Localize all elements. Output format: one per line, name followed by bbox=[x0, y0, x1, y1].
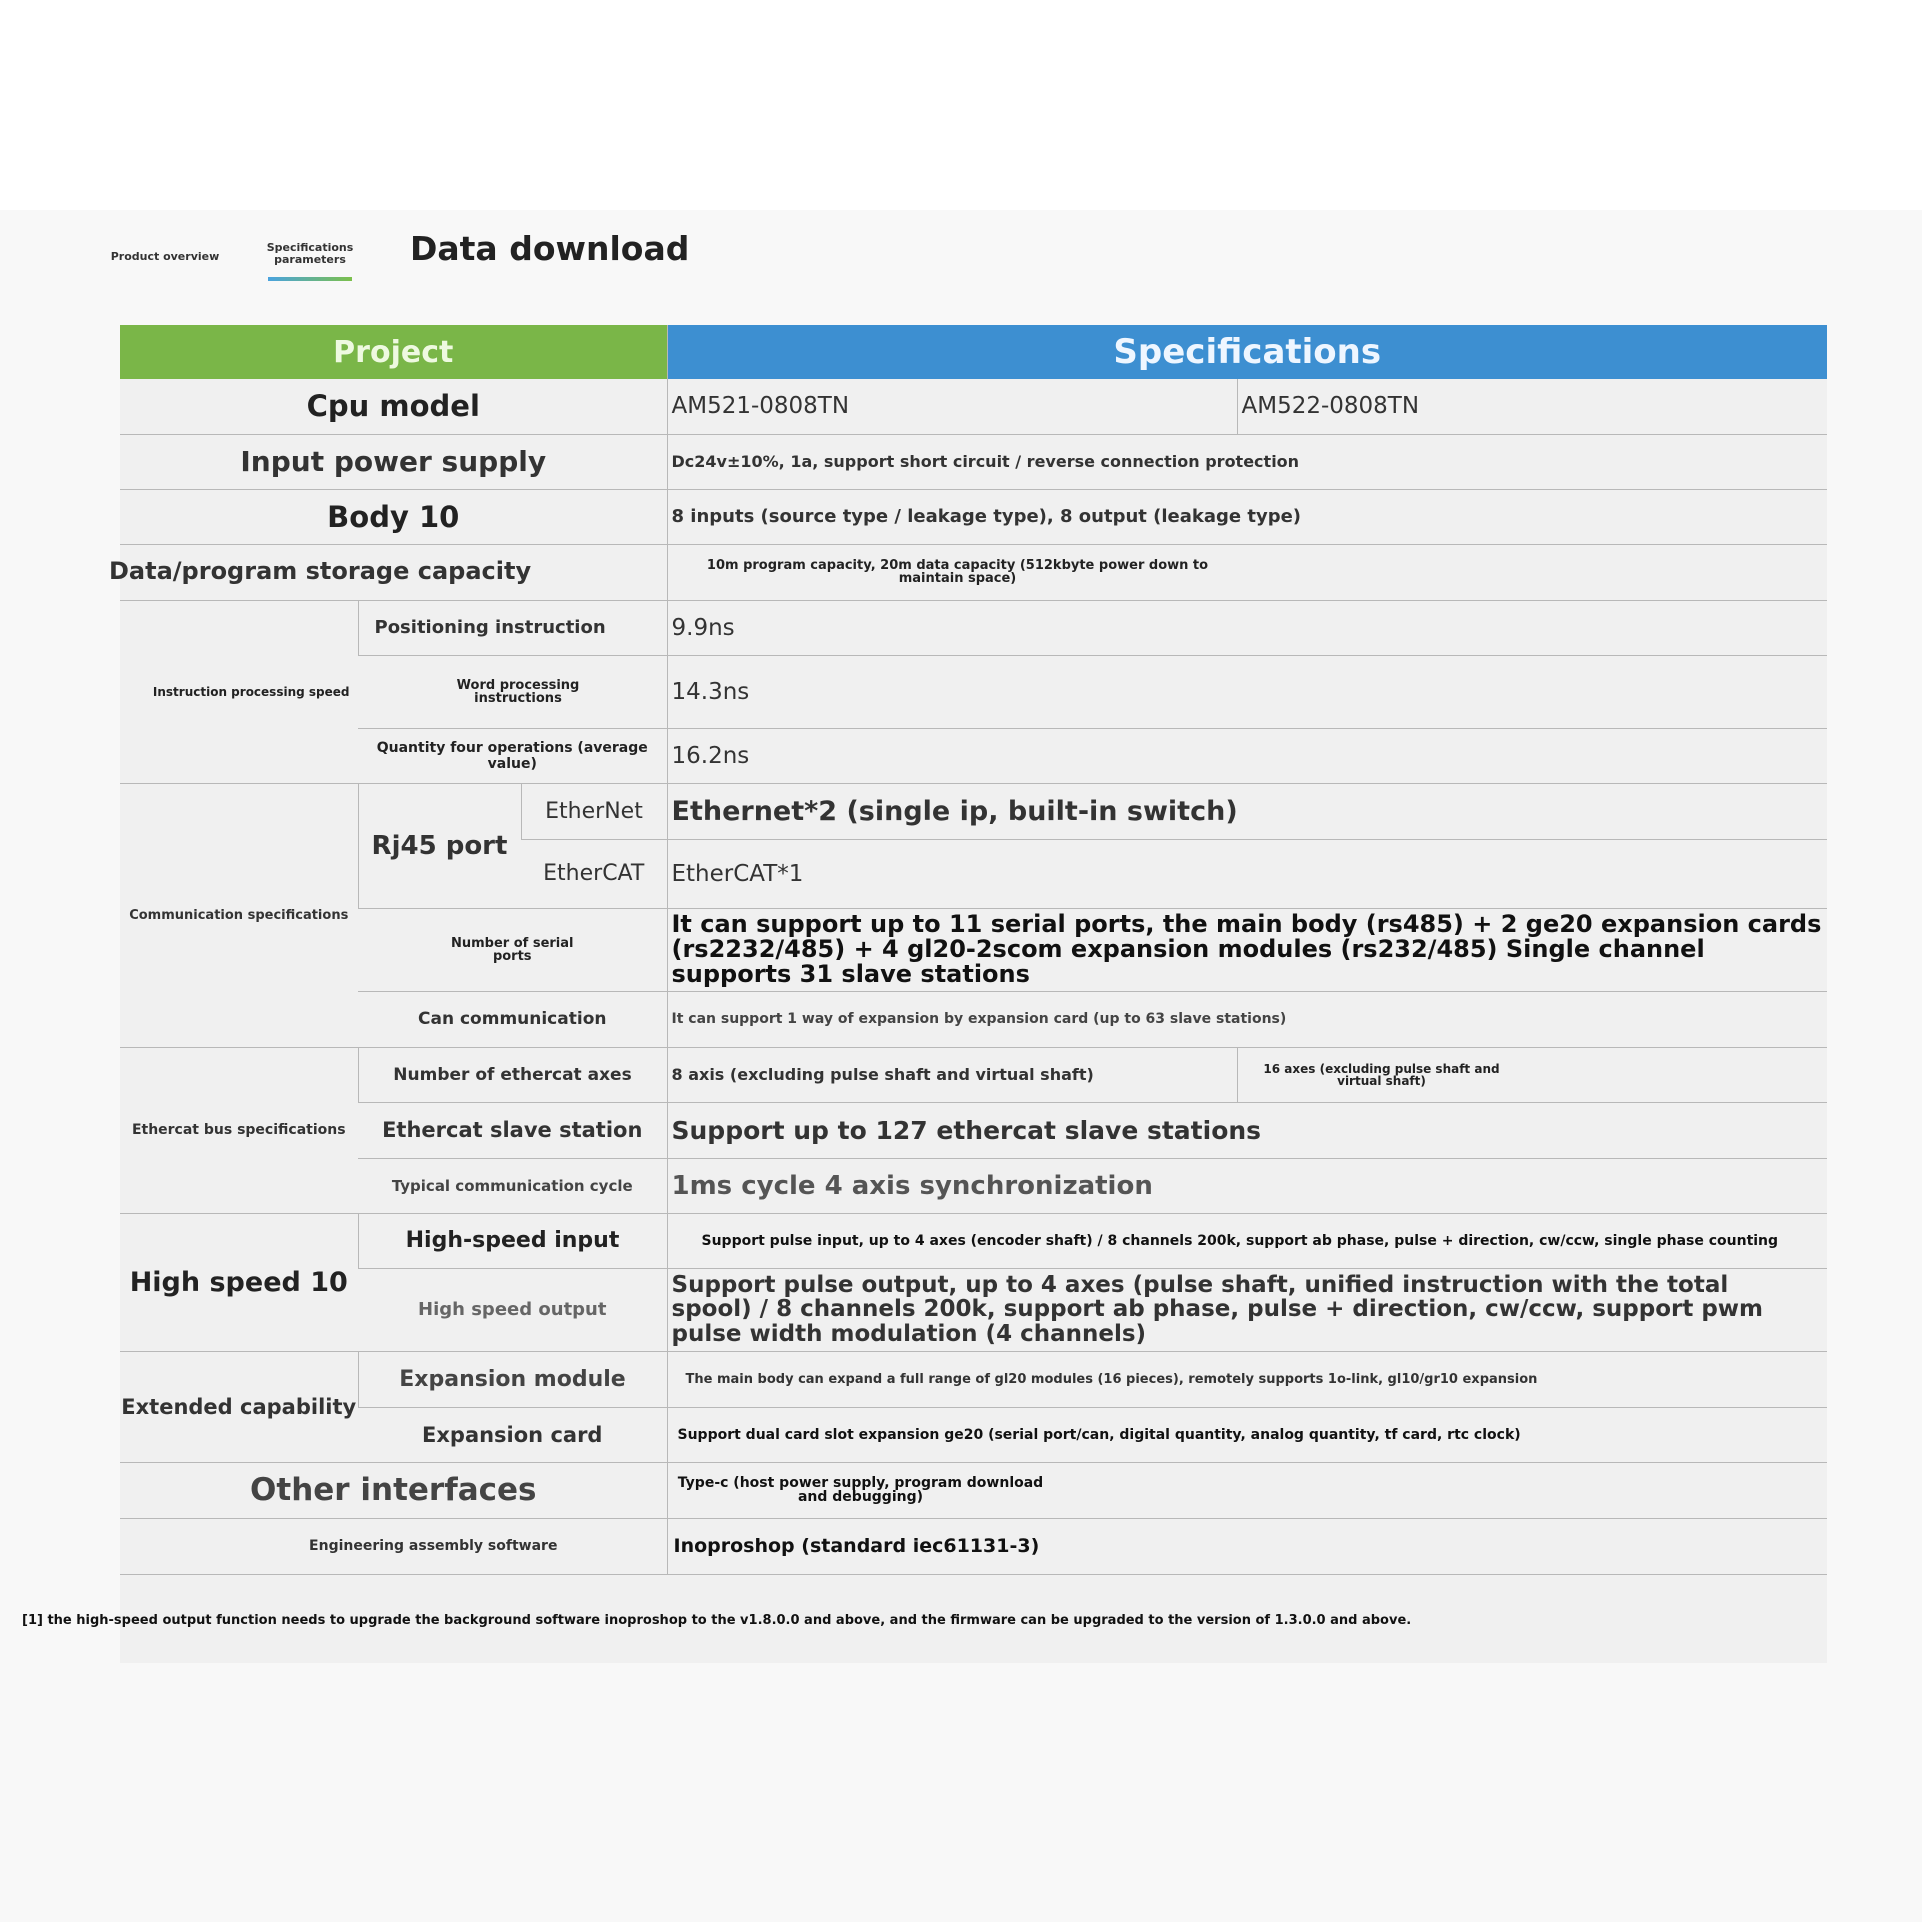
table-row bbox=[120, 1047, 1827, 1102]
table-row bbox=[120, 489, 1827, 544]
instruction-positioning-label: Positioning instruction bbox=[358, 600, 667, 655]
rj45-port-label: Rj45 port bbox=[358, 783, 521, 908]
header-specifications: Specifications bbox=[667, 325, 1827, 379]
spec-table bbox=[109, 325, 1827, 1575]
comm-cycle-value: 1ms cycle 4 axis synchronization bbox=[667, 1158, 1827, 1213]
rj45-ethercat-label: EtherCAT bbox=[521, 839, 667, 908]
cpu-model-value-2: AM522-0808TN bbox=[1237, 379, 1827, 434]
expansion-card-value: Support dual card slot expansion ge20 (serial port/can, digital quantity, analog quantity, tf card, rtc clock) bbox=[667, 1407, 1827, 1462]
row-label-software: Engineering assembly software bbox=[120, 1518, 667, 1574]
serial-ports-value: It can support up to 11 serial ports, the main body (rs485) + 2 ge20 expansion cards (rs2232/485) + 4 gl20-2scom expansion modules (rs232/485) Single channel supports 31 slave stations bbox=[667, 908, 1827, 991]
storage-value: 10m program capacity, 20m data capacity (512kbyte power down to maintain space) bbox=[706, 558, 1209, 586]
table-row bbox=[120, 655, 1827, 728]
input-power-value: Dc24v±10%, 1a, support short circuit / reverse connection protection bbox=[667, 434, 1827, 489]
table-row bbox=[120, 379, 1827, 434]
comm-cycle-label: Typical communication cycle bbox=[358, 1158, 667, 1213]
can-communication-value: It can support 1 way of expansion by expansion card (up to 63 slave stations) bbox=[667, 991, 1827, 1047]
row-label-instruction-speed: Instruction processing speed bbox=[120, 600, 358, 783]
expansion-module-value: The main body can expand a full range of gl20 modules (16 pieces), remotely supports 1o-link, gl10/gr10 expansion bbox=[667, 1351, 1827, 1407]
serial-ports-label: Number of serial ports bbox=[450, 935, 574, 964]
row-label-input-power: Input power supply bbox=[120, 434, 667, 489]
tab-data-download[interactable]: Data download bbox=[410, 229, 690, 268]
table-row bbox=[120, 1268, 1827, 1351]
row-label-other-interfaces: Other interfaces bbox=[120, 1462, 667, 1518]
table-header-row bbox=[120, 325, 1827, 379]
table-row bbox=[120, 728, 1827, 783]
high-speed-output-value: Support pulse output, up to 4 axes (pulse shaft, unified instruction with the total spool) / 8 channels 200k, support ab phase, pulse + direction, cw/ccw, support pwm pulse width modulation (4 channels) bbox=[667, 1268, 1827, 1351]
table-row bbox=[120, 1407, 1827, 1462]
row-label-high-speed: High speed 10 bbox=[120, 1213, 358, 1351]
table-row bbox=[120, 1351, 1827, 1407]
ethercat-axes-label: Number of ethercat axes bbox=[358, 1047, 667, 1102]
table-row bbox=[120, 1518, 1827, 1574]
table-row bbox=[120, 908, 1827, 991]
instruction-word-label: Word processing instructions bbox=[456, 677, 580, 706]
table-row bbox=[120, 1102, 1827, 1158]
software-value: Inoproshop (standard iec61131-3) bbox=[667, 1518, 1827, 1574]
rj45-ethernet-label: EtherNet bbox=[521, 783, 667, 839]
ethercat-slave-value: Support up to 127 ethercat slave stations bbox=[667, 1102, 1827, 1158]
row-label-storage: Data/program storage capacity bbox=[109, 556, 532, 585]
rj45-ethercat-value: EtherCAT*1 bbox=[667, 839, 1827, 908]
row-label-cpu-model: Cpu model bbox=[120, 379, 667, 434]
high-speed-input-value: Support pulse input, up to 4 axes (encoder shaft) / 8 channels 200k, support ab phase, pulse + direction, cw/ccw, single phase counting bbox=[667, 1213, 1827, 1268]
instruction-positioning-value: 9.9ns bbox=[667, 600, 1827, 655]
can-communication-label: Can communication bbox=[358, 991, 667, 1047]
tab-product-overview[interactable]: Product overview bbox=[110, 250, 220, 263]
high-speed-input-label: High-speed input bbox=[358, 1213, 667, 1268]
high-speed-output-label: High speed output bbox=[358, 1268, 667, 1351]
tab-specifications-parameters[interactable]: Specifications parameters bbox=[266, 241, 354, 266]
ethercat-slave-label: Ethercat slave station bbox=[358, 1102, 667, 1158]
header-project: Project bbox=[120, 325, 667, 379]
instruction-word-value: 14.3ns bbox=[667, 655, 1827, 728]
rj45-ethernet-value: Ethernet*2 (single ip, built-in switch) bbox=[667, 783, 1827, 839]
other-interfaces-value: Type-c (host power supply, program download and debugging) bbox=[677, 1475, 1044, 1505]
row-label-communication: Communication specifications bbox=[120, 783, 358, 1047]
table-row bbox=[120, 1462, 1827, 1518]
cpu-model-value-1: AM521-0808TN bbox=[667, 379, 1237, 434]
table-row bbox=[120, 600, 1827, 655]
ethercat-axes-value-2: 16 axes (excluding pulse shaft and virtual shaft) bbox=[1263, 1061, 1500, 1088]
footnote: [1] the high-speed output function needs to upgrade the background software inoproshop to the v1.8.0.0 and above, and the firmware can be upgraded to the version of 1.3.0.0 and above. bbox=[22, 1613, 1412, 1628]
expansion-card-label: Expansion card bbox=[358, 1407, 667, 1462]
table-row bbox=[120, 1158, 1827, 1213]
ethercat-axes-value-1: 8 axis (excluding pulse shaft and virtual shaft) bbox=[667, 1047, 1237, 1102]
expansion-module-label: Expansion module bbox=[358, 1351, 667, 1407]
table-row bbox=[120, 434, 1827, 489]
body-io-value: 8 inputs (source type / leakage type), 8 output (leakage type) bbox=[667, 489, 1827, 544]
table-row bbox=[120, 1213, 1827, 1268]
instruction-arith-value: 16.2ns bbox=[667, 728, 1827, 783]
table-row bbox=[120, 991, 1827, 1047]
row-label-ethercat-bus: Ethercat bus specifications bbox=[120, 1047, 358, 1213]
table-row bbox=[120, 783, 1827, 839]
row-label-body-io: Body 10 bbox=[120, 489, 667, 544]
table-row bbox=[120, 544, 1827, 600]
instruction-arith-label: Quantity four operations (average value) bbox=[358, 728, 667, 783]
active-tab-indicator bbox=[268, 277, 352, 281]
row-label-extended: Extended capability bbox=[120, 1351, 358, 1462]
